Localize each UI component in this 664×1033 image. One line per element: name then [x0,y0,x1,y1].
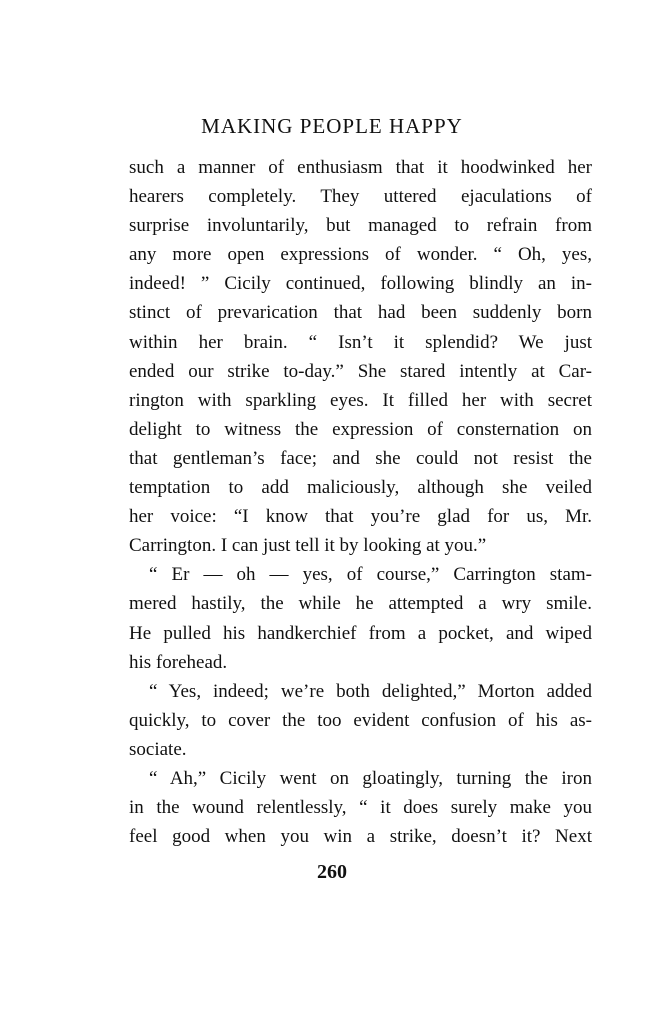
text-line: hearers completely. They uttered ejaculations of [129,186,592,208]
text-line: quickly, to cover the too evident confusion of his as- [129,709,592,731]
text-line: delight to witness the expression of consternation on [129,418,592,440]
text-line: such a manner of enthusiasm that it hoodwinked her [129,157,592,178]
text-line: feel good when you win a strike, doesn’t it? Next [129,826,592,848]
text-line: mered hastily, the while he attempted a wry smile. [129,593,592,615]
text-line: He pulled his handkerchief from a pocket, and wiped [129,622,592,644]
text-line: his forehead. [129,651,228,673]
text-line: in the wound relentlessly, “ it does surely make you [129,797,592,819]
running-head: MAKING PEOPLE HAPPY [201,114,463,138]
text-line: ended our strike to-day.” She stared intently at Car- [129,360,592,382]
text-line: rington with sparkling eyes. It filled her with secret [129,389,592,411]
text-line: Carrington. I can just tell it by looking at you.” [129,535,487,557]
text-line: “ Er — oh — yes, of course,” Carrington stam- [149,564,592,586]
text-line: “ Ah,” Cicily went on gloatingly, turning the iron [149,767,592,789]
text-line: any more open expressions of wonder. “ Oh, yes, [129,244,592,266]
text-line: her voice: “I know that you’re glad for us, Mr. [129,506,592,528]
body-text [129,153,592,851]
text-line: surprise involuntarily, but managed to refrain from [129,215,592,237]
text-line: sociate. [129,738,187,760]
page-number: 260 [317,861,347,883]
text-line: temptation to add maliciously, although she veiled [129,477,592,499]
text-line: “ Yes, indeed; we’re both delighted,” Morton added [149,680,592,702]
text-line: that gentleman’s face; and she could not resist the [129,447,592,469]
text-line: within her brain. “ Isn’t it splendid? We just [129,331,592,353]
text-line: indeed! ” Cicily continued, following blindly an in- [129,273,592,295]
text-line: stinct of prevarication that had been suddenly born [129,302,592,324]
